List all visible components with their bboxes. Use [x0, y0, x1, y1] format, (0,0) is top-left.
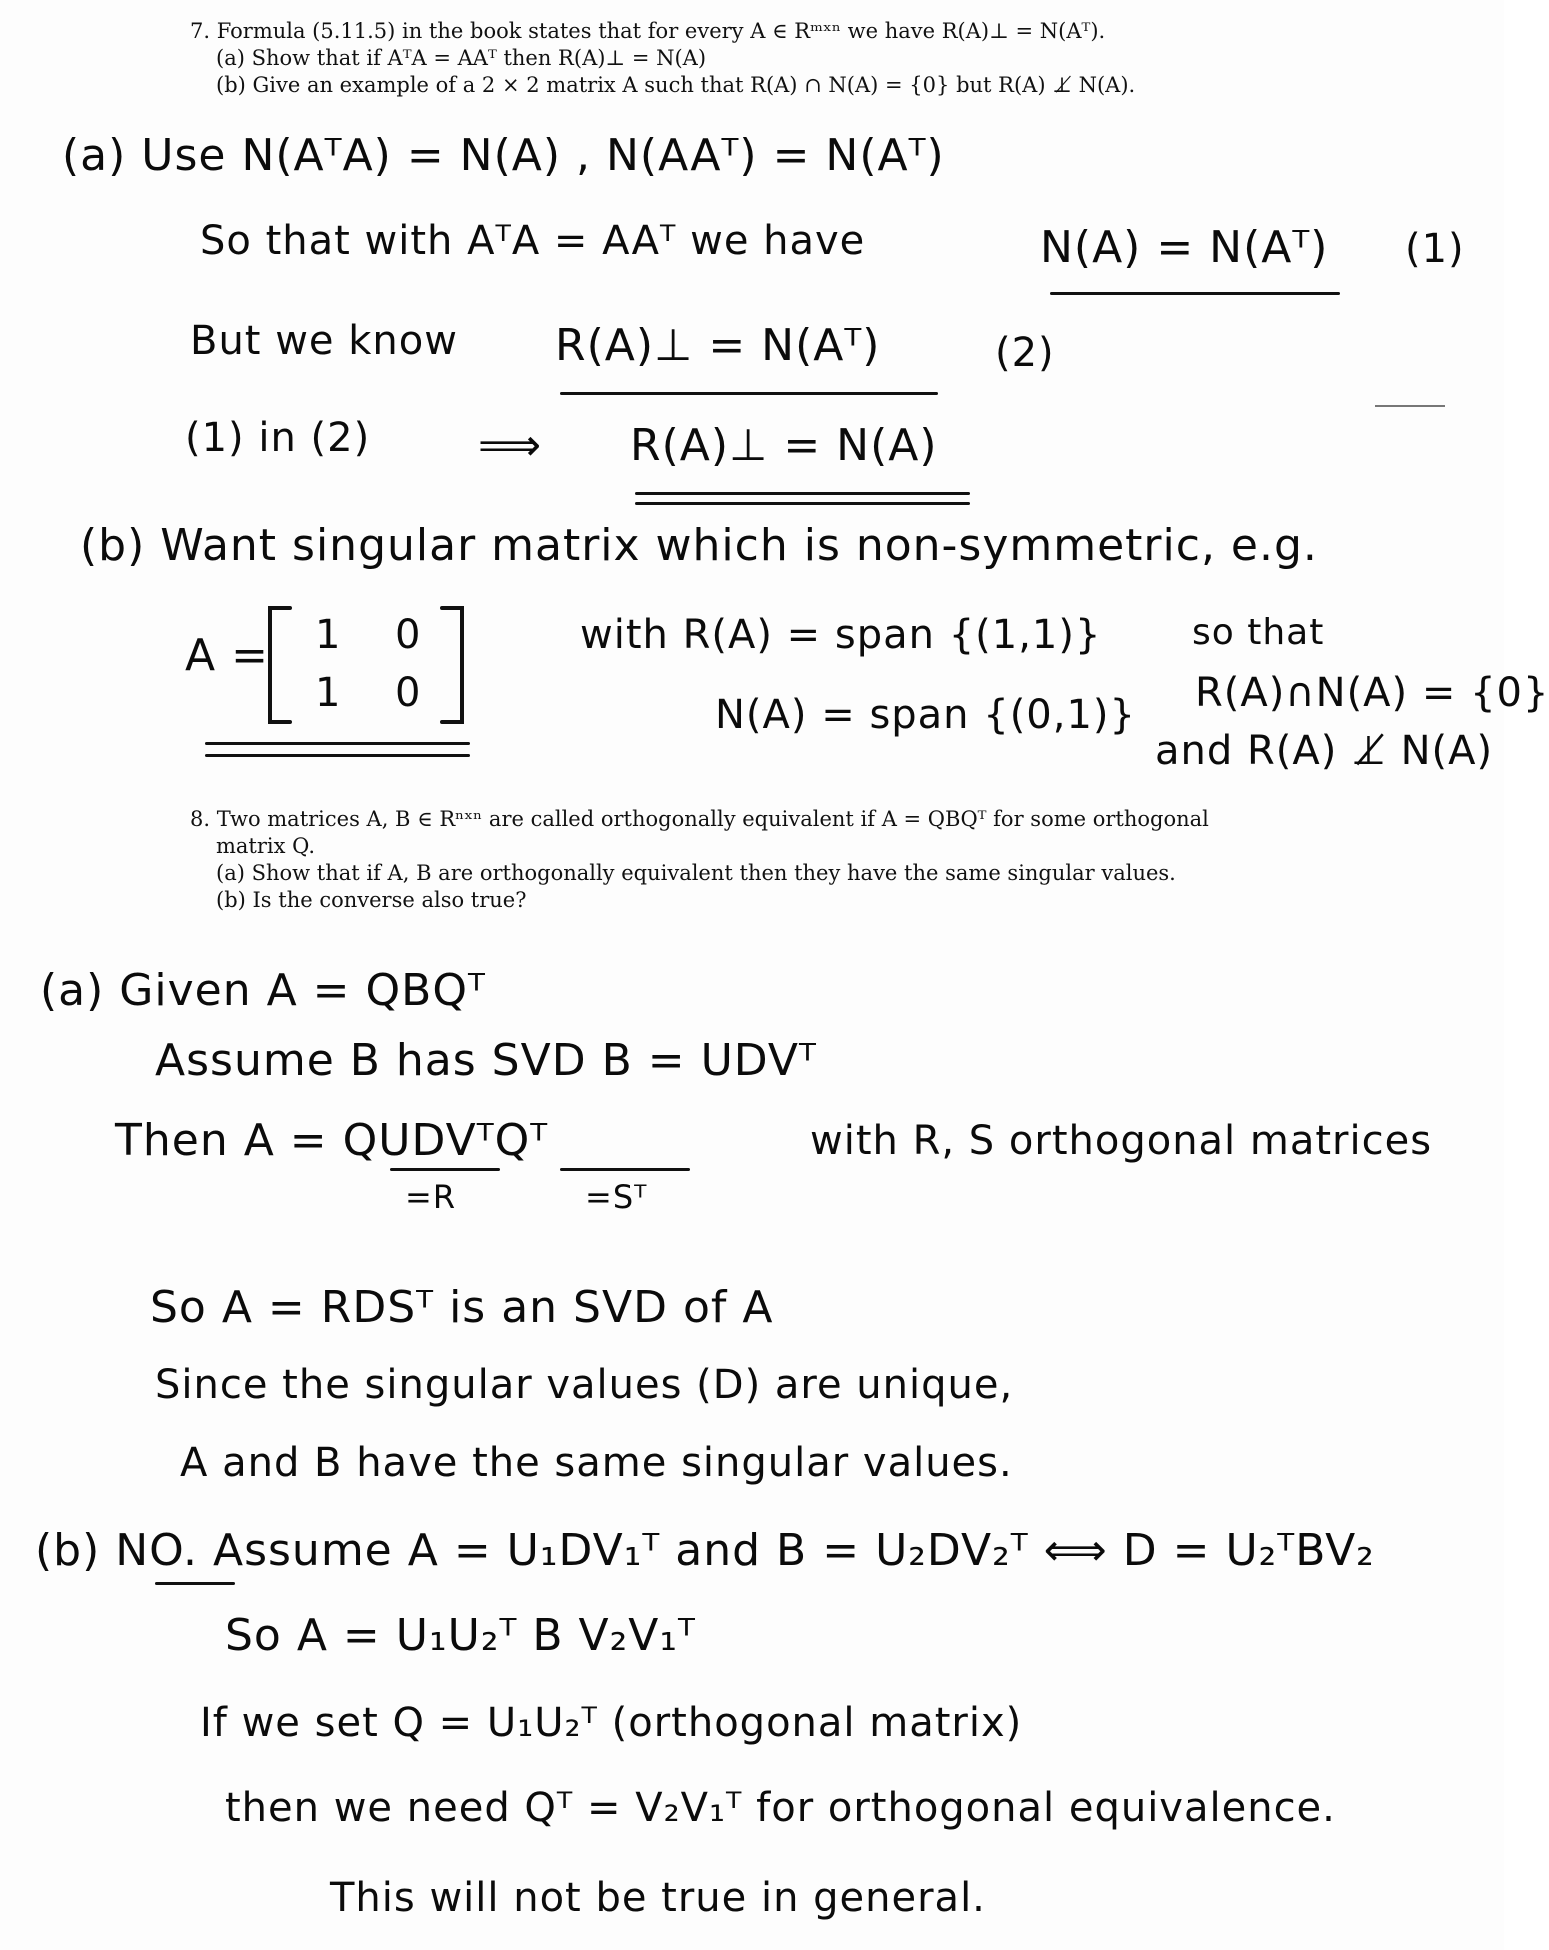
- matrix-entry-11: 1: [315, 612, 342, 658]
- sol8a-line-6: A and B have the same singular values.: [180, 1440, 1013, 1486]
- problem-8-statement: [190, 806, 1209, 914]
- sol7a-line-4a: (1) in (2): [185, 415, 371, 461]
- double-underline-result-1: [635, 492, 970, 495]
- underbrace-vtqt: [560, 1168, 690, 1171]
- sol7b-null: N(A) = span {(0,1)}: [715, 692, 1136, 738]
- sol7a-line-1: (a) Use N(AᵀA) = N(A) , N(AAᵀ) = N(Aᵀ): [62, 130, 945, 181]
- underline-n-a: [1050, 292, 1340, 295]
- sol7b-range: with R(A) = span {(1,1)}: [580, 612, 1102, 658]
- sol8b-line-5: This will not be true in general.: [330, 1875, 986, 1921]
- sol8a-line-3a: Then A = QUDVᵀQᵀ: [115, 1115, 549, 1166]
- matrix-entry-21: 1: [315, 670, 342, 716]
- matrix-entry-12: 0: [395, 612, 422, 658]
- sol7a-line-3b: R(A)⊥ = N(Aᵀ): [555, 320, 881, 371]
- sol7a-line-3a: But we know: [190, 318, 458, 364]
- sol8a-label-r: =R: [405, 1178, 457, 1216]
- double-underline-result-2: [635, 502, 970, 505]
- problem-8-line-1: 8. Two matrices A, B ∈ Rⁿˣⁿ are called orthogonally equivalent if A = QBQᵀ for some orthogonal: [190, 807, 1209, 831]
- sol7a-line-2b: N(A) = N(Aᵀ): [1040, 222, 1329, 273]
- problem-7-line-1: 7. Formula (5.11.5) in the book states that for every A ∈ Rᵐˣⁿ we have R(A)⊥ = N(Aᵀ).: [190, 19, 1106, 43]
- left-bracket: [270, 608, 290, 722]
- matrix-bracket-figure: [262, 600, 482, 730]
- underbrace-qu: [390, 1168, 500, 1171]
- sol7b-line-1: (b) Want singular matrix which is non-symmetric, e.g.: [80, 520, 1318, 571]
- sol8a-line-2: Assume B has SVD B = UDVᵀ: [155, 1035, 817, 1086]
- sol8a-line-1: (a) Given A = QBQᵀ: [40, 965, 486, 1016]
- sol8a-line-5: Since the singular values (D) are unique,: [155, 1362, 1014, 1408]
- sol7a-line-2a: So that with AᵀA = AAᵀ we have: [200, 218, 866, 264]
- sol7a-line-4c: R(A)⊥ = N(A): [630, 420, 938, 471]
- double-underline-matrix-2: [205, 754, 470, 757]
- problem-7-statement: [190, 18, 1135, 99]
- sol8b-line-3: If we set Q = U₁U₂ᵀ (orthogonal matrix): [200, 1700, 1023, 1746]
- sol7b-intersection: R(A)∩N(A) = {0}: [1195, 670, 1549, 716]
- problem-8-line-3: (a) Show that if A, B are orthogonally equivalent then they have the same singular values.: [216, 861, 1176, 885]
- sol7a-line-2c: (1): [1405, 226, 1465, 272]
- underline-no: [155, 1582, 235, 1585]
- sol8b-line-1: (b) NO. Assume A = U₁DV₁ᵀ and B = U₂DV₂ᵀ ⟺ D = U₂ᵀBV₂: [35, 1525, 1375, 1576]
- scan-speck: [1375, 405, 1445, 407]
- sol7a-line-3c: (2): [995, 330, 1055, 376]
- sol8a-label-st: =Sᵀ: [585, 1178, 648, 1216]
- sol7a-line-4b: ⟹: [478, 420, 543, 471]
- problem-7-line-2: (a) Show that if AᵀA = AAᵀ then R(A)⊥ = N(A): [216, 46, 707, 70]
- problem-8-line-4: (b) Is the converse also true?: [216, 888, 527, 912]
- sol8b-line-2: So A = U₁U₂ᵀ B V₂V₁ᵀ: [225, 1610, 696, 1661]
- matrix-entry-22: 0: [395, 670, 422, 716]
- underline-range-perp: [560, 392, 938, 395]
- sol8a-line-3b: with R, S orthogonal matrices: [810, 1118, 1433, 1164]
- sol8b-line-4: then we need Qᵀ = V₂V₁ᵀ for orthogonal equivalence.: [225, 1785, 1336, 1831]
- problem-8-line-2: matrix Q.: [216, 834, 315, 858]
- sol7b-not-perp: and R(A) ⊥̸ N(A): [1155, 728, 1494, 774]
- sol7b-so-that: so that: [1192, 612, 1325, 653]
- right-bracket: [442, 608, 462, 722]
- problem-7-line-3: (b) Give an example of a 2 × 2 matrix A such that R(A) ∩ N(A) = {0} but R(A) ⊥̸ N(A).: [216, 73, 1136, 97]
- sol8a-line-4: So A = RDSᵀ is an SVD of A: [150, 1282, 774, 1333]
- double-underline-matrix-1: [205, 742, 470, 745]
- sol7b-a-label: A =: [185, 630, 269, 681]
